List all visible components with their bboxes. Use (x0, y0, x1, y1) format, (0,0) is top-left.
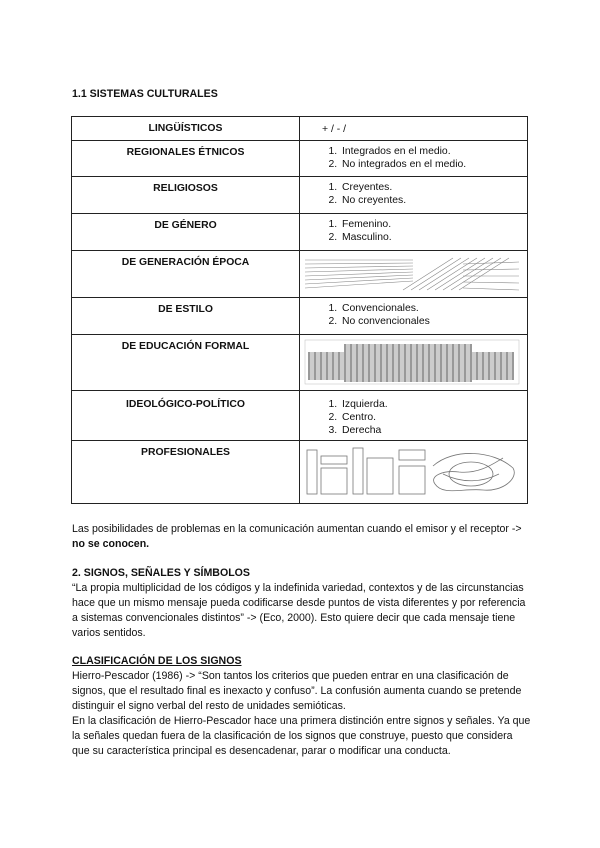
row-label: RELIGIOSOS (72, 177, 300, 214)
paragraph: Hierro-Pescador (1986) -> “Son tantos los criterios que pueden entrar en una clasificación de signos, que el resultado final es inexacto y confuso”. La confusión aumenta cuando se pretende distinguir el signo verbal del resto de unidades semióticas. (72, 670, 522, 712)
section-title: 2. SIGNOS, SEÑALES Y SÍMBOLOS (72, 567, 250, 579)
table-row (72, 214, 528, 251)
list-item: 2. No convencionales (340, 315, 527, 328)
list-item: 2. Centro. (340, 411, 527, 424)
row-label: DE GENERACIÓN ÉPOCA (72, 251, 300, 298)
abstract-shapes-image (303, 444, 521, 500)
cultural-systems-table (71, 116, 528, 504)
section-heading: 1.1 SISTEMAS CULTURALES (72, 88, 218, 100)
row-label: PROFESIONALES (72, 441, 300, 504)
row-label: DE EDUCACIÓN FORMAL (72, 335, 300, 391)
row-value-list (300, 141, 528, 177)
list-item: 1. Izquierda. (340, 398, 527, 411)
paragraph-text: Las posibilidades de problemas en la comunicación aumentan cuando el emisor y el receptor -> (72, 523, 522, 535)
table-row (72, 391, 528, 441)
paragraph: “La propia multiplicidad de los códigos y la indefinida variedad, contextos y de las circunstancias hace que un mismo mensaje pueda codificarse desde puntos de vista diferentes y por referencia a sistemas convencionales distintos” -> (Eco, 2000). Esto quiere decir que cada mensaje tiene varios sentidos. (72, 582, 526, 639)
paragraph: En la clasificación de Hierro-Pescador hace una primera distinción entre signos y señales. Ya que la señales quedan fuera de la clasificación de los signos que construye, puesto que considera que su característica principal es desencadenar, parar o modificar una conducta. (72, 715, 531, 757)
table-row (72, 335, 528, 391)
row-label: DE GÉNERO (72, 214, 300, 251)
list-item: 2. No creyentes. (340, 194, 527, 207)
barcode-image (303, 338, 521, 386)
list-item: 1. Integrados en el medio. (340, 145, 527, 158)
list-item: 1. Femenino. (340, 218, 527, 231)
list-item: 3. Derecha (340, 424, 527, 437)
row-value: + / - / (300, 117, 528, 141)
paragraph-bold: no se conocen. (72, 538, 150, 550)
paragraph (72, 522, 532, 552)
row-value-list (300, 391, 528, 441)
table-row (72, 298, 528, 335)
table-row (72, 177, 528, 214)
list-item: 2. Masculino. (340, 231, 527, 244)
table-row (72, 251, 528, 298)
table-row (72, 117, 528, 141)
table-row (72, 141, 528, 177)
list-item: 2. No integrados en el medio. (340, 158, 527, 171)
row-value-list (300, 298, 528, 335)
row-label: LINGÜÍSTICOS (72, 117, 300, 141)
section-title: CLASIFICACIÓN DE LOS SIGNOS (72, 655, 242, 667)
row-label: REGIONALES ÉTNICOS (72, 141, 300, 177)
row-value-list (300, 177, 528, 214)
table-row (72, 441, 528, 504)
row-value-list (300, 214, 528, 251)
list-item: 1. Creyentes. (340, 181, 527, 194)
row-label: DE ESTILO (72, 298, 300, 335)
list-item: 1. Convencionales. (340, 302, 527, 315)
row-image-cell (300, 441, 528, 504)
row-image-cell (300, 251, 528, 298)
row-image-cell (300, 335, 528, 391)
diagonal-lines-image (303, 254, 521, 294)
row-label: IDEOLÓGICO-POLÍTICO (72, 391, 300, 441)
